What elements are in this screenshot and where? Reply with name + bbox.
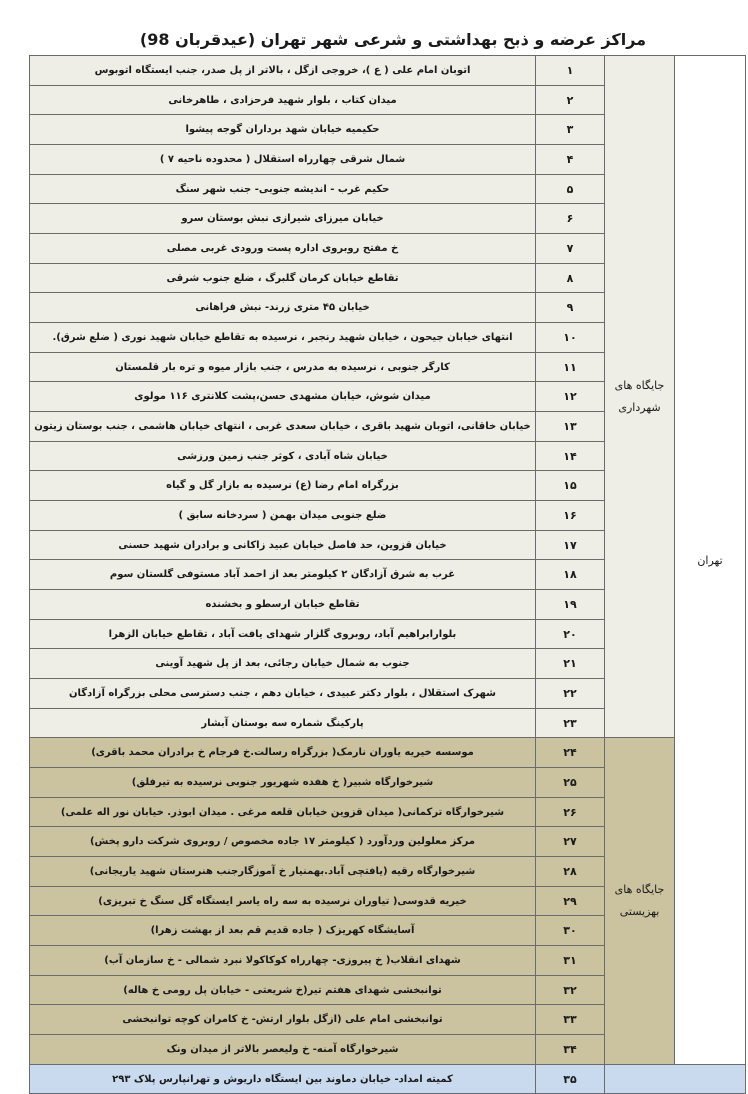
- row-number: ۲۹: [536, 887, 605, 916]
- address-cell: شیرخوارگاه ترکمانی( میدان قزوین خیابان قلعه مرغی . میدان ابوذر. خیابان نور اله علمی): [30, 798, 536, 827]
- row-number: ۱۰: [536, 323, 605, 353]
- address-cell: تقاطع خیابان کرمان گلبرگ ، ضلع جنوب شرقی: [30, 264, 536, 293]
- address-cell: شمال شرقی چهارراه استقلال ( محدوده ناحیه ۷ ): [30, 145, 536, 175]
- row-number: ۲۵: [536, 768, 605, 798]
- row-number: ۱۱: [536, 353, 605, 382]
- row-number: ۱: [536, 56, 605, 86]
- address-cell: خیابان خاقانی، اتوبان شهید باقری ، خیابان سعدی غربی ، انتهای خیابان هاشمی ، جنب بوستان زیتون: [30, 412, 536, 442]
- row-number: ۲۰: [536, 620, 605, 649]
- address-cell: پارکینگ شماره سه بوستان آبشار: [30, 709, 536, 738]
- address-cell: خیابان ۴۵ متری زرند- نبش فراهانی: [30, 293, 536, 323]
- row-number: ۱۵: [536, 471, 605, 501]
- row-number: ۳۰: [536, 916, 605, 946]
- row-number: ۲۱: [536, 649, 605, 679]
- address-cell: خ مفتح روبروی اداره پست ورودی غربی مصلی: [30, 234, 536, 264]
- address-cell: میدان کتاب ، بلوار شهید فرحزادی ، طاهرخانی: [30, 86, 536, 115]
- row-number: ۳۳: [536, 1005, 605, 1035]
- address-cell: انتهای خیابان جیحون ، خیابان شهید رنجبر ، نرسیده به تقاطع خیابان شهید نوری ( ضلع شرق).: [30, 323, 536, 353]
- address-cell: بزرگراه امام رضا (ع) نرسیده به بازار گل و گیاه: [30, 471, 536, 501]
- address-cell: میدان شوش، خیابان مشهدی حسن،پشت کلانتری ۱۱۶ مولوی: [30, 382, 536, 412]
- address-cell: شیرخوارگاه رقیه (یافتچی آباد.بهمنیار خ آموزگارجنب هنرستان شهید یاریجانی): [30, 857, 536, 887]
- address-cell: کارگر جنوبی ، نرسیده به مدرس ، جنب بازار میوه و تره بار قلمستان: [30, 353, 536, 382]
- row-number: ۲: [536, 86, 605, 115]
- group-municipal-cell: جایگاه های شهرداری: [605, 56, 675, 738]
- row-number: ۲۷: [536, 827, 605, 857]
- row-number: ۳۱: [536, 946, 605, 976]
- address-cell: توانبخشی شهدای هفتم تیر(خ شریعتی - خیابان پل رومی خ هاله): [30, 976, 536, 1005]
- city-cell: تهران: [675, 56, 746, 1065]
- address-cell: حکیم غرب - اندیشه جنوبی- جنب شهر سنگ: [30, 175, 536, 204]
- table-row: [30, 56, 746, 86]
- address-cell: موسسه خیریه یاوران نارمک( بزرگراه رسالت.خ فرجام خ برادران محمد باقری): [30, 738, 536, 768]
- address-cell: بلوارابراهیم آباد، روبروی گلزار شهدای یافت آباد ، تقاطع خیابان الزهرا: [30, 620, 536, 649]
- row-number: ۳۴: [536, 1035, 605, 1065]
- row-number: ۱۲: [536, 382, 605, 412]
- address-cell: ضلع جنوبی میدان بهمن ( سردخانه سابق ): [30, 501, 536, 531]
- row-number: ۱۶: [536, 501, 605, 531]
- row-number: ۱۳: [536, 412, 605, 442]
- address-cell: توانبخشی امام علی (ازگل بلوار ارتش- خ کامران کوچه توانبخشی: [30, 1005, 536, 1035]
- address-cell: خیریه قدوسی( تیاوران نرسیده به سه راه یاسر ایستگاه گل سنگ خ تبریزی): [30, 887, 536, 916]
- row-number: ۲۴: [536, 738, 605, 768]
- address-cell: کمیته امداد- خیابان دماوند بین ایستگاه داریوش و تهرانپارس پلاک ۲۹۳: [30, 1065, 536, 1094]
- address-cell: خیابان شاه آبادی ، کوثر جنب زمین ورزشی: [30, 442, 536, 471]
- row-number: ۱۸: [536, 560, 605, 590]
- row-number: ۳۲: [536, 976, 605, 1005]
- row-number: ۷: [536, 234, 605, 264]
- address-cell: شیرخوارگاه شبیر( خ هفده شهریور جنوبی نرسیده به تیرفلق): [30, 768, 536, 798]
- centers-table: [29, 55, 746, 1094]
- page-title: مراکز عرضه و ذبح بهداشتی و شرعی شهر تهران (عیدقربان 98): [139, 30, 647, 49]
- row-number: ۱۷: [536, 531, 605, 560]
- row-number: ۵: [536, 175, 605, 204]
- address-cell: شهرک استقلال ، بلوار دکتر عبیدی ، خیابان دهم ، جنب دسترسی محلی بزرگراه آزادگان: [30, 679, 536, 709]
- row-number: ۳: [536, 115, 605, 145]
- row-number: ۲۶: [536, 798, 605, 827]
- address-cell: اتوبان امام علی ( ع )، خروجی ازگل ، بالاتر از پل صدر، جنب ایستگاه اتوبوس: [30, 56, 536, 86]
- row-number: ۹: [536, 293, 605, 323]
- row-number: ۲۳: [536, 709, 605, 738]
- row-number: ۴: [536, 145, 605, 175]
- row-number: ۶: [536, 204, 605, 234]
- address-cell: خیابان قزوین، حد فاصل خیابان عبید زاکانی و برادران شهید حسنی: [30, 531, 536, 560]
- address-cell: آسایشگاه کهریزک ( جاده قدیم قم بعد از بهشت زهرا): [30, 916, 536, 946]
- group-welfare-cell: جایگاه های بهزیستی: [605, 738, 675, 1065]
- row-number: ۳۵: [536, 1065, 605, 1094]
- table-row: [30, 738, 746, 768]
- row-number: ۱۹: [536, 590, 605, 620]
- row-number: ۲۸: [536, 857, 605, 887]
- address-cell: شهدای انقلاب( خ پیروزی- چهارراه کوکاکولا نبرد شمالی - خ سازمان آب): [30, 946, 536, 976]
- address-cell: تقاطع خیابان ارسطو و بخشنده: [30, 590, 536, 620]
- row-number: ۸: [536, 264, 605, 293]
- table-row: [30, 1065, 746, 1094]
- address-cell: حکیمیه خیابان شهد برداران گوجه پیشوا: [30, 115, 536, 145]
- row-number: ۲۲: [536, 679, 605, 709]
- address-cell: جنوب به شمال خیابان رجائی، بعد از پل شهید آوینی: [30, 649, 536, 679]
- address-cell: شیرخوارگاه آمنه- خ ولیعصر بالاتر از میدان ونک: [30, 1035, 536, 1065]
- row-number: ۱۴: [536, 442, 605, 471]
- address-cell: مرکز معلولین وردآورد ( کیلومتر ۱۷ جاده مخصوص / روبروی شرکت دارو پخش): [30, 827, 536, 857]
- empty-cell: [605, 1065, 746, 1094]
- address-cell: خیابان میرزای شیرازی نبش بوستان سرو: [30, 204, 536, 234]
- address-cell: غرب به شرق آزادگان ۲ کیلومتر بعد از احمد آباد مستوفی گلستان سوم: [30, 560, 536, 590]
